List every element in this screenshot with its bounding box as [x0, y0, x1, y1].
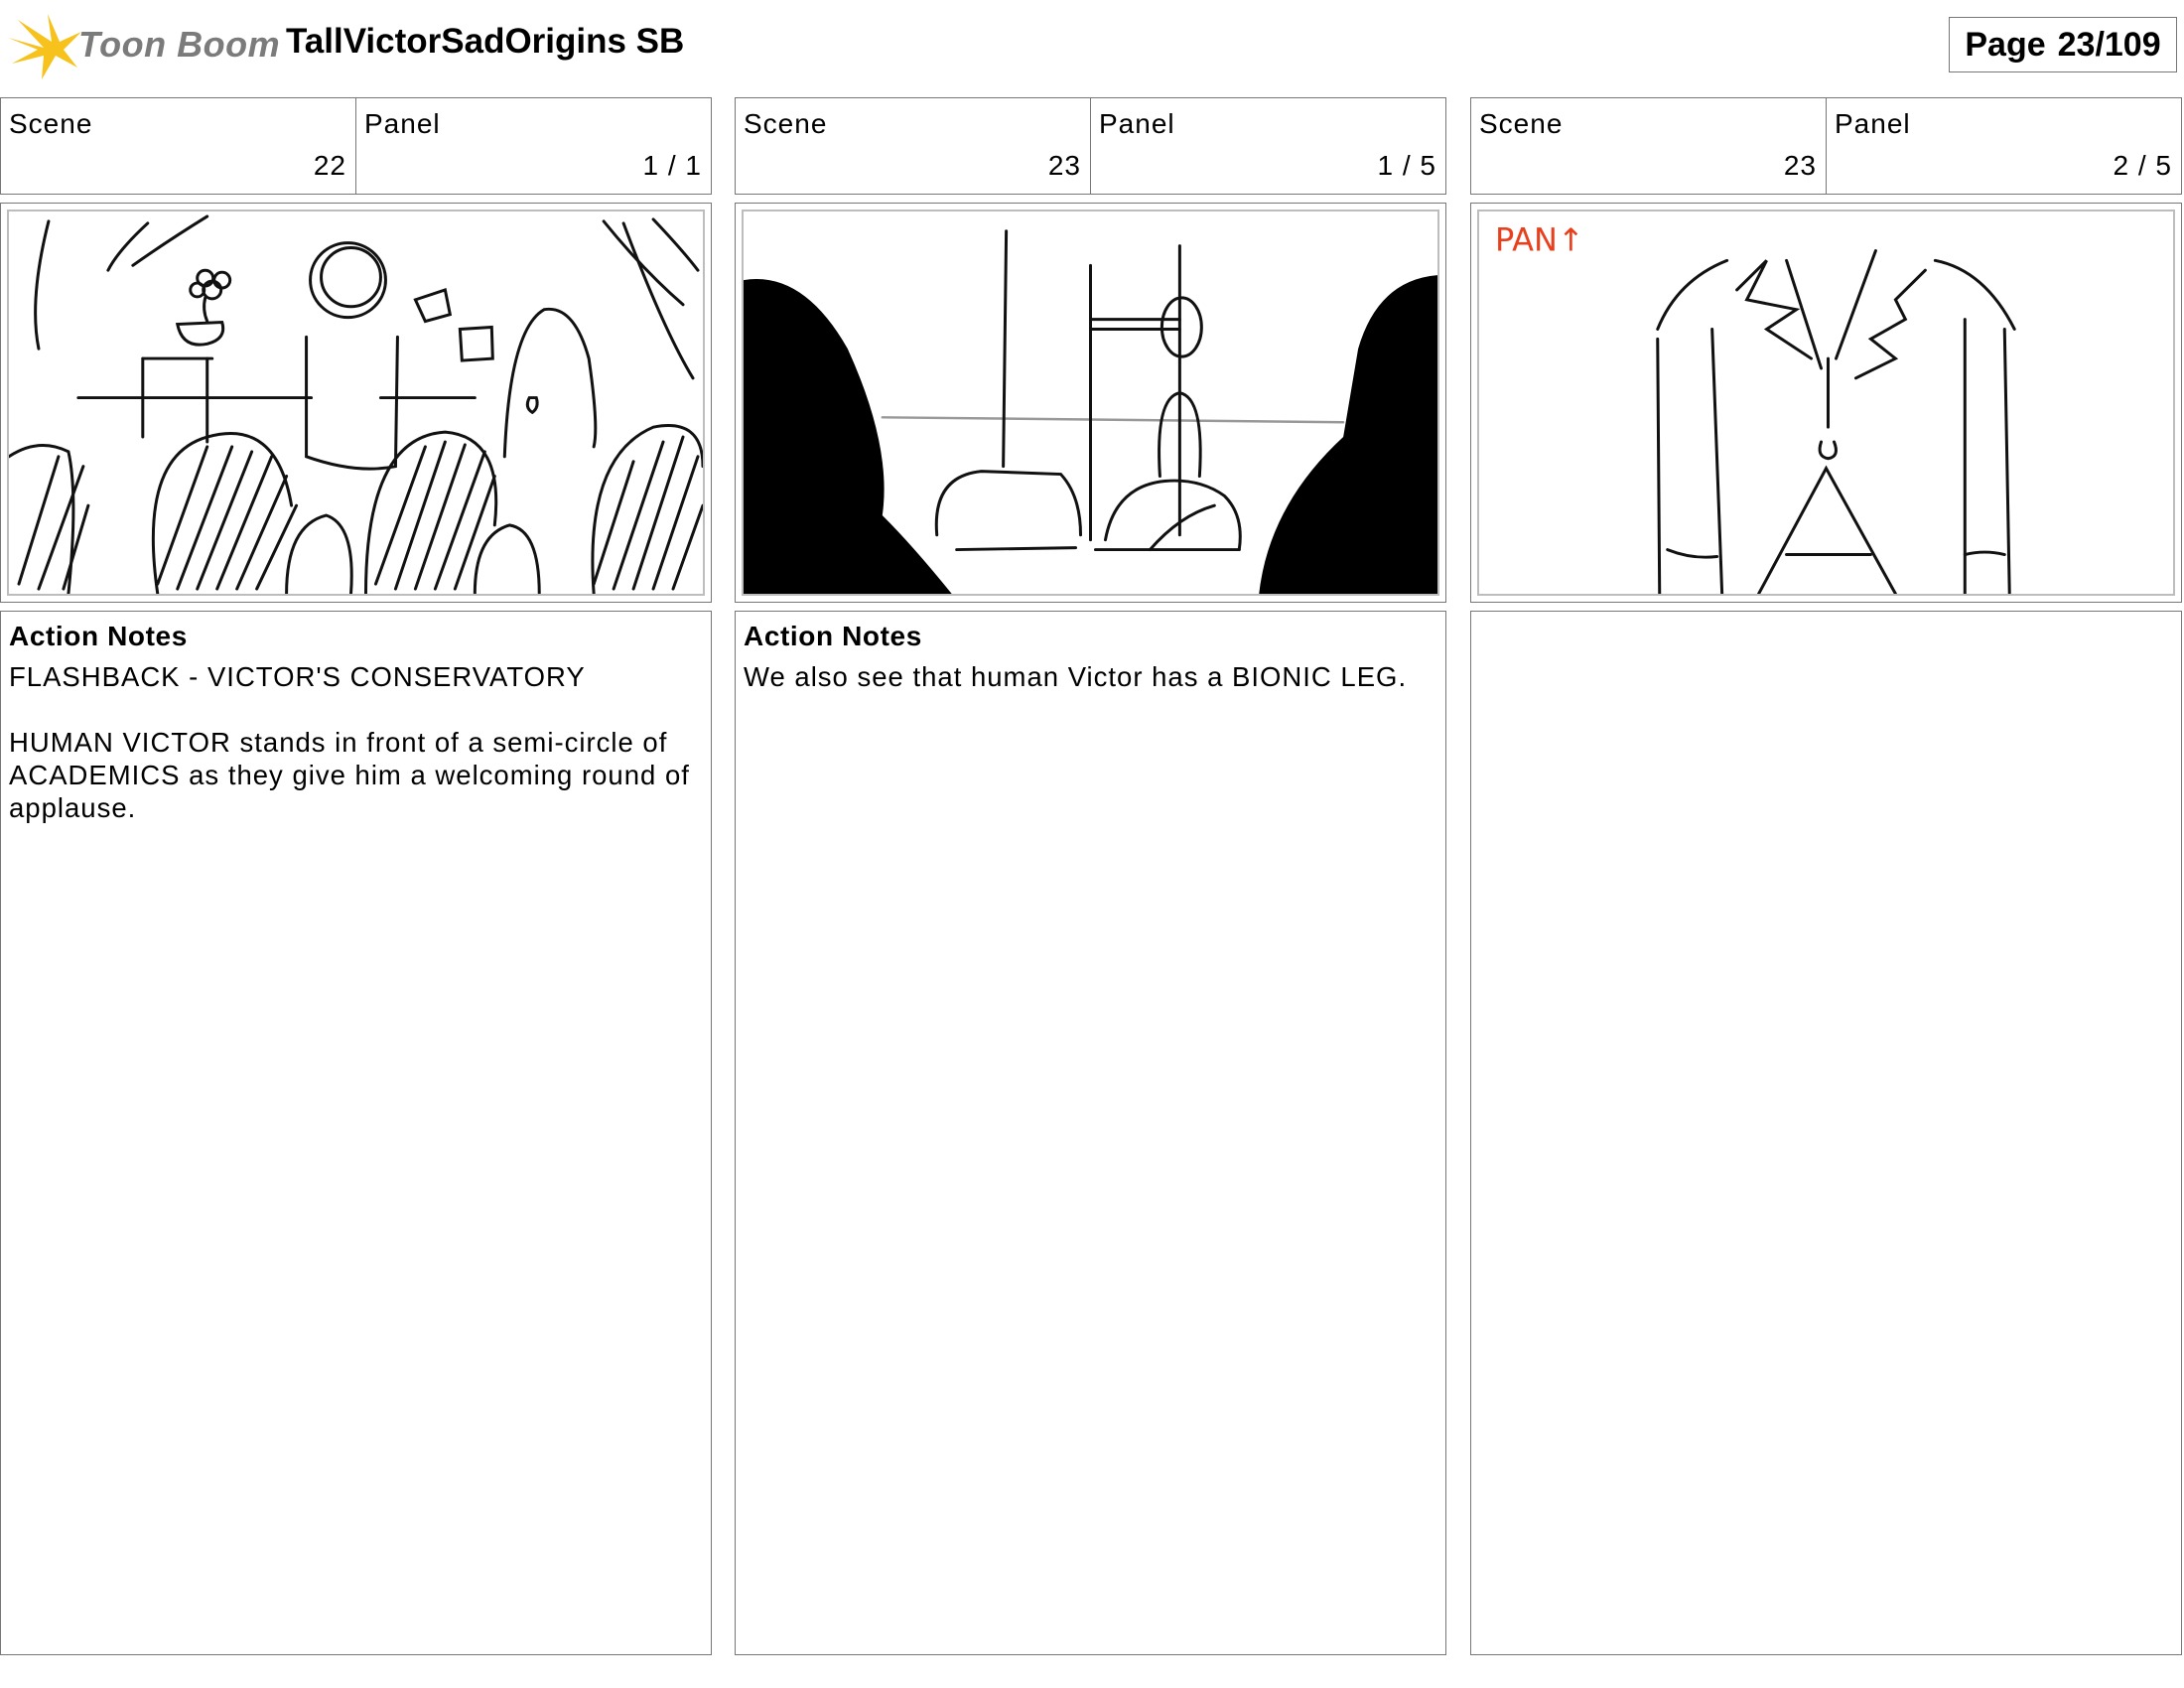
scene-label: Scene [1479, 108, 1564, 139]
action-notes-text: FLASHBACK - VICTOR'S CONSERVATORY HUMAN VICTOR stands in front of a semi-circle of ACADEMICS as they give him a welcoming round of applause. [9, 661, 690, 823]
scene-label: Scene [9, 108, 93, 139]
action-notes-box-empty [1470, 611, 2182, 1655]
action-notes-label: Action Notes [9, 621, 188, 651]
panel-column-1 [0, 97, 712, 1655]
panel-header [1470, 97, 2182, 195]
panel-label: Panel [364, 108, 441, 139]
panel-cell [355, 98, 711, 194]
scene-number: 23 [1047, 150, 1081, 181]
panel-number: 1 / 1 [642, 150, 702, 181]
action-notes-box [0, 611, 712, 1655]
action-notes-box [735, 611, 1446, 1655]
panel-image-frame [735, 203, 1446, 603]
scene-number: 23 [1783, 150, 1817, 181]
storyboard-title: TallVictorSadOrigins SB [286, 22, 685, 61]
panel-number: 2 / 5 [2113, 150, 2172, 181]
toon-boom-star-icon [4, 12, 83, 81]
logo-text: Toon Boom [78, 24, 281, 65]
scene-cell [1471, 98, 1826, 194]
page-label: Page [1965, 25, 2046, 64]
scene-cell [736, 98, 1090, 194]
page-value: 23/109 [2057, 25, 2161, 64]
scene-number: 22 [313, 150, 346, 181]
action-notes-label: Action Notes [744, 621, 922, 651]
page-indicator [1949, 17, 2177, 72]
panel-image-frame [1470, 203, 2182, 603]
scene-cell [1, 98, 355, 194]
panel-cell [1090, 98, 1445, 194]
panel-header [0, 97, 712, 195]
scene-label: Scene [744, 108, 828, 139]
panel-header [735, 97, 1446, 195]
panel-image-frame [0, 203, 712, 603]
toon-boom-logo [4, 12, 281, 81]
panel-cell [1826, 98, 2181, 194]
sketch-conservatory [7, 210, 705, 596]
action-notes-text: We also see that human Victor has a BIONIC LEG. [744, 661, 1408, 692]
panel-number: 1 / 5 [1377, 150, 1436, 181]
sketch-suit-pan-up [1477, 210, 2175, 596]
pan-annotation: PAN↑ [1494, 222, 1584, 259]
panel-column-2 [735, 97, 1446, 1655]
panel-label: Panel [1835, 108, 1911, 139]
panel-column-3 [1470, 97, 2182, 1655]
panel-label: Panel [1099, 108, 1175, 139]
sketch-bionic-leg [742, 210, 1439, 596]
